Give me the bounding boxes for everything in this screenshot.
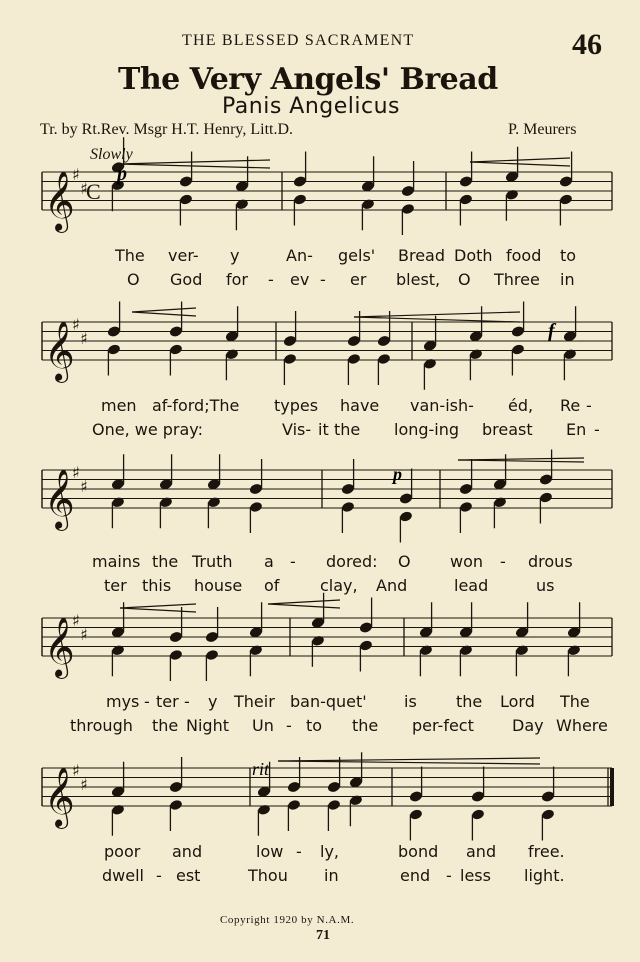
sharp-icon: ♯ — [72, 761, 80, 780]
lyric-syllable: Night — [186, 716, 229, 735]
lyric-line-5-verse-2 — [0, 866, 640, 886]
lyric-syllable: ver- — [168, 246, 199, 265]
hairpin-mark — [132, 312, 196, 316]
lyric-syllable: blest, — [396, 270, 441, 289]
lyric-syllable: - — [286, 716, 292, 735]
lyric-syllable: y — [230, 246, 240, 265]
translator-credit: Tr. by Rt.Rev. Msgr H.T. Henry, Litt.D. — [40, 121, 294, 138]
dynamic-mark: f — [548, 320, 555, 342]
lyric-syllable: free. — [528, 842, 565, 861]
lyric-syllable: Three — [494, 270, 540, 289]
lyric-syllable: af-ford;The — [152, 396, 240, 415]
lyric-syllable: men — [101, 396, 137, 415]
lyric-syllable: The — [115, 246, 145, 265]
lyric-syllable: lead — [454, 576, 489, 595]
lyric-line-4-verse-2 — [0, 716, 640, 736]
lyric-syllable: bond — [398, 842, 439, 861]
lyric-syllable: Re — [560, 396, 581, 415]
lyric-syllable: house — [194, 576, 243, 595]
lyric-line-4-verse-1 — [0, 692, 640, 712]
sharp-icon: ♯ — [72, 315, 80, 334]
lyric-syllable: er — [350, 270, 367, 289]
lyric-syllable: O — [398, 552, 411, 571]
tempo-marking: Slowly — [90, 146, 133, 163]
lyric-syllable: the — [456, 692, 483, 711]
lyric-syllable: Lord — [500, 692, 535, 711]
composer-credit: P. Meurers — [508, 121, 577, 138]
hymn-subtitle: Panis Angelicus — [222, 94, 400, 119]
ritardando-mark: rit — [252, 759, 270, 779]
lyric-syllable: gels' — [338, 246, 376, 265]
hairpin-mark — [278, 758, 540, 761]
lyric-syllable: Truth — [192, 552, 233, 571]
lyric-syllable: ter — [104, 576, 127, 595]
lyric-syllable: in — [560, 270, 575, 289]
lyric-syllable: ev — [290, 270, 310, 289]
lyric-syllable: - — [594, 420, 600, 439]
lyric-syllable: dored: — [326, 552, 378, 571]
lyric-syllable: Day — [512, 716, 544, 735]
lyric-syllable: - — [184, 692, 190, 711]
lyric-syllable: ban-quet' — [290, 692, 367, 711]
lyric-line-1-verse-2 — [0, 270, 640, 290]
lyric-syllable: clay, — [320, 576, 358, 595]
lyric-syllable: types — [274, 396, 319, 415]
hairpin-mark — [470, 162, 570, 166]
lyric-syllable: the — [352, 716, 379, 735]
lyric-syllable: - — [268, 270, 274, 289]
lyric-syllable: éd, — [508, 396, 534, 415]
lyric-syllable: - — [144, 692, 150, 711]
lyric-syllable: food — [506, 246, 542, 265]
hairpin-mark — [278, 761, 540, 764]
lyric-syllable: - — [290, 552, 296, 571]
lyric-syllable: low — [256, 842, 284, 861]
sharp-icon: ♯ — [80, 775, 88, 794]
lyric-syllable: breast — [482, 420, 533, 439]
hairpin-mark — [354, 317, 520, 322]
lyric-syllable: ter — [156, 692, 179, 711]
hymn-number: 46 — [572, 28, 602, 61]
lyric-syllable: of — [264, 576, 280, 595]
hairpin-mark — [458, 460, 584, 462]
lyric-syllable: est — [176, 866, 201, 885]
lyric-syllable: O — [458, 270, 471, 289]
section-header: THE BLESSED SACRAMENT — [182, 32, 415, 49]
copyright-notice: Copyright 1920 by N.A.M. — [220, 914, 355, 926]
treble-clef-icon: 𝄞 — [44, 767, 75, 827]
sharp-icon: ♯ — [72, 463, 80, 482]
lyric-syllable: - — [446, 866, 452, 885]
hairpin-mark — [120, 604, 196, 608]
lyric-syllable: God — [170, 270, 203, 289]
treble-clef-icon: 𝄞 — [44, 617, 75, 677]
lyric-syllable: a — [264, 552, 274, 571]
lyric-syllable: Bread — [398, 246, 446, 265]
lyric-syllable: mys — [106, 692, 140, 711]
sharp-icon: ♯ — [80, 477, 88, 496]
hymn-title: The Very Angels' Bread — [118, 62, 498, 97]
lyric-syllable: mains — [92, 552, 141, 571]
treble-clef-icon: 𝄞 — [44, 469, 75, 529]
lyric-syllable: the — [152, 552, 179, 571]
lyric-syllable: in — [324, 866, 339, 885]
lyric-syllable: won — [450, 552, 484, 571]
treble-clef-icon: 𝄞 — [44, 171, 75, 231]
lyric-syllable: One, we pray: — [92, 420, 203, 439]
lyric-syllable: O — [127, 270, 140, 289]
lyric-syllable: dwell — [102, 866, 144, 885]
lyric-syllable: us — [536, 576, 555, 595]
lyric-syllable: - — [320, 270, 326, 289]
lyric-syllable: Thou — [248, 866, 288, 885]
dynamic-mark: p — [393, 464, 402, 484]
hairpin-mark — [268, 604, 340, 608]
lyric-syllable: drous — [528, 552, 573, 571]
lyric-syllable: y — [208, 692, 218, 711]
hairpin-mark — [354, 312, 520, 317]
lyric-syllable: ly, — [320, 842, 339, 861]
lyric-syllable: the — [152, 716, 179, 735]
lyric-line-2-verse-1 — [0, 396, 640, 416]
lyric-syllable: An- — [286, 246, 313, 265]
lyric-syllable: for — [226, 270, 248, 289]
lyric-syllable: through — [70, 716, 133, 735]
lyric-syllable: Vis- — [282, 420, 312, 439]
lyric-line-5-verse-1 — [0, 842, 640, 862]
lyric-syllable: the — [334, 420, 361, 439]
lyric-syllable: van-ish- — [410, 396, 474, 415]
lyric-syllable: - — [500, 552, 506, 571]
lyric-syllable: it — [318, 420, 329, 439]
lyric-syllable: long-ing — [394, 420, 460, 439]
hairpin-mark — [132, 308, 196, 312]
lyric-syllable: - — [296, 842, 302, 861]
lyric-syllable: Their — [234, 692, 275, 711]
lyric-syllable: this — [142, 576, 172, 595]
lyric-syllable: is — [404, 692, 417, 711]
lyric-syllable: to — [560, 246, 577, 265]
lyric-syllable: less — [460, 866, 491, 885]
lyric-syllable: Where — [556, 716, 608, 735]
dynamic-mark: p — [117, 163, 127, 185]
lyric-syllable: end — [400, 866, 431, 885]
lyric-syllable: light. — [524, 866, 565, 885]
lyric-syllable: The — [560, 692, 590, 711]
sharp-icon: ♯ — [80, 329, 88, 348]
lyric-syllable: Un — [252, 716, 274, 735]
page-number: 71 — [316, 928, 330, 943]
lyric-line-3-verse-1 — [0, 552, 640, 572]
lyric-syllable: per-fect — [412, 716, 474, 735]
lyric-syllable: - — [586, 396, 592, 415]
lyric-syllable: have — [340, 396, 380, 415]
hairpin-mark — [470, 158, 570, 162]
lyric-line-2-verse-2 — [0, 420, 640, 440]
lyric-syllable: and — [466, 842, 497, 861]
sharp-icon: ♯ — [80, 625, 88, 644]
lyric-syllable: Doth — [454, 246, 493, 265]
sharp-icon: ♯ — [80, 179, 88, 198]
sharp-icon: ♯ — [72, 165, 80, 184]
time-signature: C — [86, 179, 101, 204]
lyric-line-1-verse-1 — [0, 246, 640, 266]
lyric-syllable: - — [156, 866, 162, 885]
lyric-syllable: and — [172, 842, 203, 861]
lyric-line-3-verse-2 — [0, 576, 640, 596]
lyric-syllable: to — [306, 716, 323, 735]
lyric-syllable: En — [566, 420, 587, 439]
treble-clef-icon: 𝄞 — [44, 321, 75, 381]
hairpin-mark — [268, 600, 340, 604]
lyric-syllable: poor — [104, 842, 141, 861]
sharp-icon: ♯ — [72, 611, 80, 630]
lyric-syllable: And — [376, 576, 408, 595]
hairpin-mark — [120, 608, 196, 612]
